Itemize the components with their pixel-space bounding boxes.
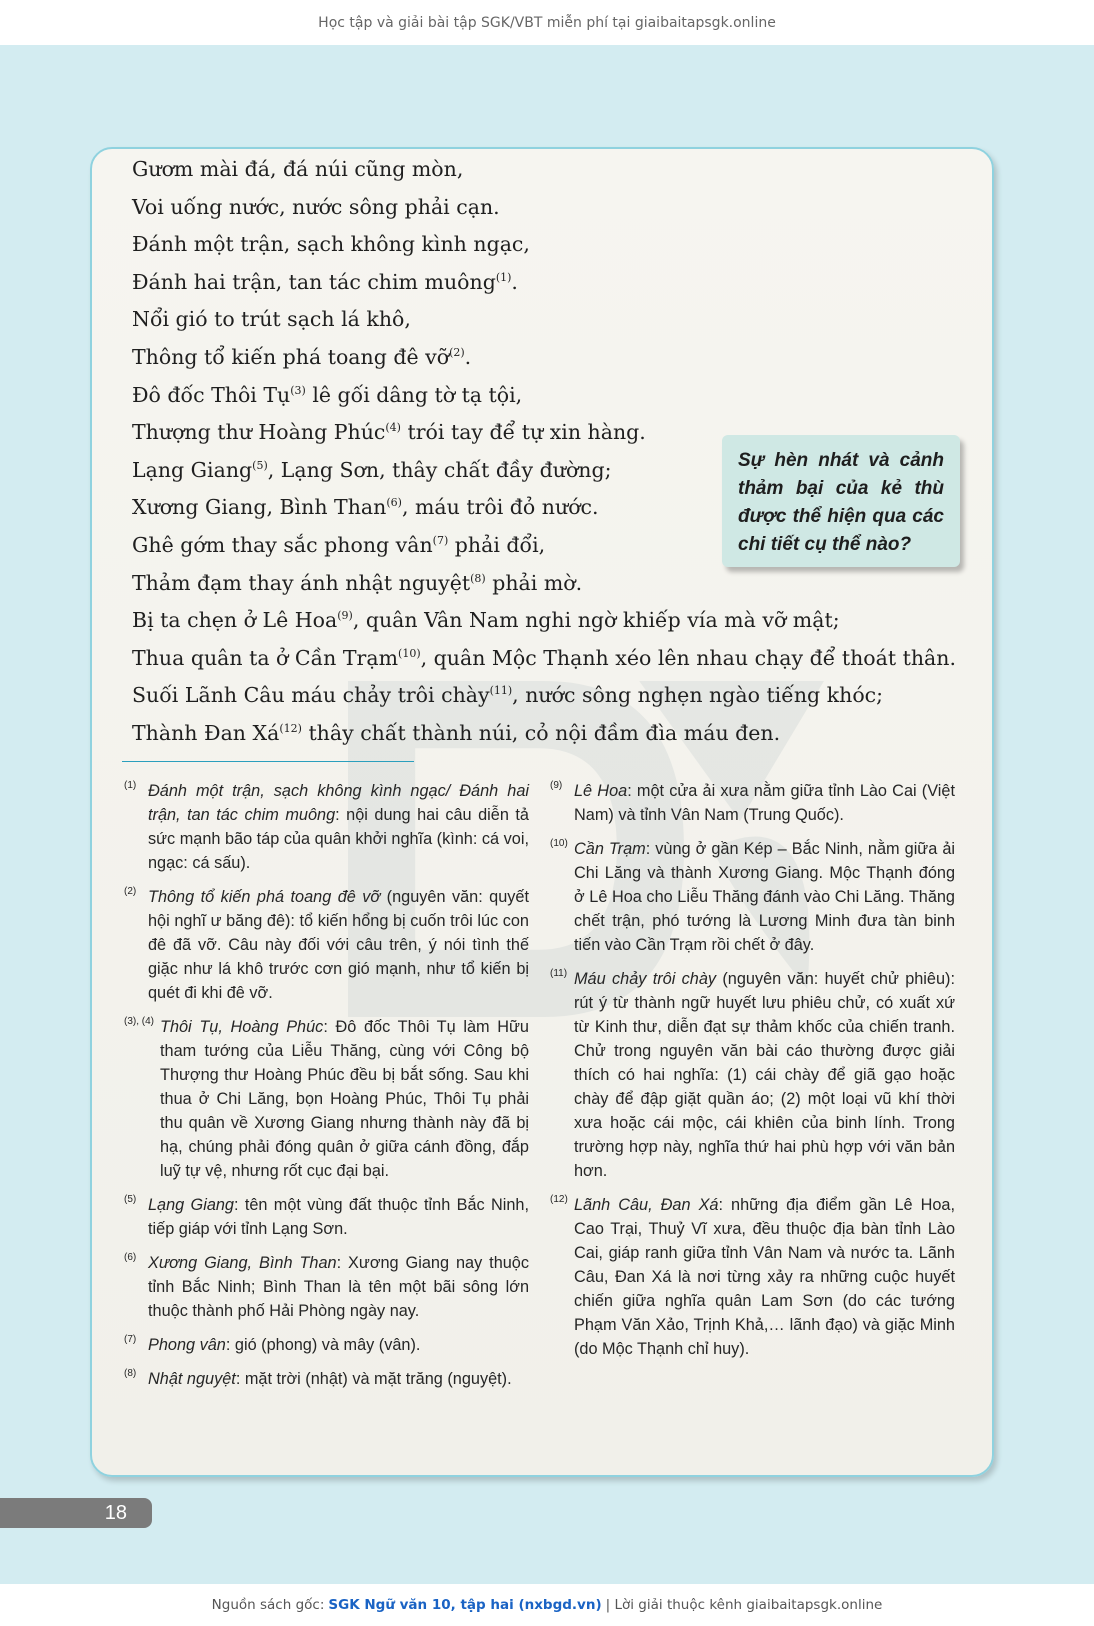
- footnote-marker: (9): [337, 609, 353, 623]
- poem-line-text: Thua quân ta ở Cần Trạm: [132, 645, 399, 670]
- footnote-body: : tên một vùng đất thuộc tỉnh Bắc Ninh, tiếp giáp với tỉnh Lạng Sơn.: [148, 1196, 529, 1238]
- footnote-term: Phong vân: [148, 1336, 226, 1354]
- poem-line-rest: .: [511, 269, 518, 294]
- footnote-body: : gió (phong) và mây (vân).: [225, 1336, 421, 1354]
- poem-line-rest: thây chất thành núi, cỏ nội đầm đìa máu đen.: [301, 720, 781, 745]
- top-banner-text: Học tập và giải bài tập SGK/VBT miễn phí tại giaibaitapsgk.online: [318, 14, 776, 31]
- footnote-term: Máu chảy trôi chày: [574, 970, 717, 988]
- footnote-term: Lãnh Câu, Đan Xá: [574, 1196, 719, 1214]
- footnote-term: Thôi Tụ, Hoàng Phúc: [160, 1018, 324, 1036]
- poem-line-text: Nổi gió to trút sạch lá khô,: [132, 307, 411, 332]
- footnote-marker: (5): [252, 458, 268, 472]
- poem-line: [132, 189, 956, 227]
- poem-line-text: Ghê gớm thay sắc phong vân: [132, 532, 433, 557]
- footnote-marker: (7): [432, 533, 449, 547]
- poem-line: [132, 715, 956, 753]
- footnote: [550, 837, 955, 957]
- footnote-body: : một cửa ải xưa nằm giữa tỉnh Lào Cai (Việt Nam) và tỉnh Vân Nam (Trung Quốc).: [574, 782, 955, 824]
- poem-line: [132, 602, 956, 640]
- footnote-divider: [122, 761, 414, 762]
- poem-line: [132, 377, 956, 415]
- footnote-term: Lạng Giang: [148, 1196, 234, 1214]
- footnote-marker: (1): [495, 270, 512, 284]
- poem-line-rest: lê gối dâng tờ tạ tội,: [305, 382, 523, 407]
- content-panel: [90, 147, 994, 1477]
- footnote-number: (7): [124, 1334, 137, 1345]
- footnote-marker: (3): [290, 383, 306, 397]
- page-number: 18: [104, 1501, 127, 1524]
- footnote-number: (1): [124, 780, 137, 791]
- poem-line-rest: , quân Vân Nam nghi ngờ khiếp vía mà vỡ mật;: [352, 608, 840, 633]
- footnote-body: : mặt trời (nhật) và mặt trăng (nguyệt).: [235, 1370, 512, 1388]
- footnote-marker: (4): [385, 421, 401, 435]
- footnote-body: : Đô đốc Thôi Tụ làm Hữu tham tướng của Liễu Thăng, cùng với Công bộ Thượng thư Hoàng Phúc đều bị bắt sống. Sau khi thua ở Chi Lăng, bọn Hoàng Phúc, Thôi Tụ phải thu quân về Xương Giang nhưng thành này đã bị hạ, chúng phải đóng quân ở giữa cánh đồng, đắp luỹ tự vệ, nhưng rốt cục đại bại.: [160, 1018, 529, 1180]
- footer-suffix: | Lời giải thuộc kênh giaibaitapsgk.online: [605, 1597, 883, 1613]
- footnote-marker: (2): [449, 345, 465, 359]
- footnotes-right-column: [550, 779, 955, 1371]
- footnote-number: (10): [550, 838, 568, 849]
- top-banner: [0, 0, 1094, 45]
- footnote-term: Thông tổ kiến phá toang đê vỡ: [148, 888, 381, 906]
- footnote-term: Nhật nguyệt: [148, 1370, 236, 1388]
- poem-line-text: Gươm mài đá, đá núi cũng mòn,: [132, 157, 464, 181]
- footnote-number: (8): [124, 1368, 137, 1379]
- footnote: [550, 779, 955, 827]
- footnote-number: (9): [550, 780, 563, 791]
- poem-line-text: Bị ta chẹn ở Lê Hoa: [132, 608, 338, 633]
- footnote-body: : vùng ở gần Kép – Bắc Ninh, nằm giữa ải Chi Lăng và thành Xương Giang. Mộc Thạnh đóng ở Lê Hoa cho Liễu Thăng đánh vào Chi Lăng. Thăng chết trận, phó tướng là Lương Minh đưa tàn binh tiến vào Cần Trạm rồi chết ở đây.: [574, 840, 955, 954]
- footer-prefix: Nguồn sách gốc:: [211, 1597, 325, 1613]
- footnote: [124, 1333, 529, 1357]
- poem-line-text: Đánh hai trận, tan tác chim muông: [132, 269, 496, 294]
- poem-line-rest: .: [464, 344, 472, 369]
- footnote: [124, 885, 529, 1005]
- poem-line-rest: phải đổi,: [448, 532, 546, 557]
- bottom-banner: [0, 1584, 1094, 1626]
- poem-line: [132, 301, 956, 339]
- poem-line-text: Suối Lãnh Câu máu chảy trôi chày: [132, 683, 490, 708]
- footer-source-link[interactable]: SGK Ngữ văn 10, tập hai (nxbgd.vn): [328, 1597, 602, 1613]
- poem-line: [132, 565, 956, 603]
- footnote-number: (11): [550, 968, 568, 979]
- poem-line-text: Đánh một trận, sạch không kình ngạc,: [132, 232, 530, 257]
- footnote-number: (5): [124, 1194, 137, 1205]
- poem-line-text: Xương Giang, Bình Than: [132, 495, 387, 520]
- footnote-term: Đánh một trận, sạch không kình ngạc/ Đánh hai trận, tan tác chim muông: [148, 782, 529, 824]
- footnote-marker: (8): [470, 571, 486, 585]
- poem-line-rest: , quân Mộc Thạnh xéo lên nhau chạy để thoát thân.: [420, 645, 956, 670]
- footnote: [550, 1193, 955, 1361]
- footnote: [124, 1367, 529, 1391]
- footnotes-left-column: [124, 779, 529, 1401]
- footnote: [124, 1251, 529, 1323]
- poem-line-rest: , máu trôi đỏ nước.: [401, 495, 599, 520]
- footnote-body: (nguyên văn: huyết chử phiêu): rút ý từ thành ngữ huyết lưu phiêu chử, có xuất xứ từ Kinh thư, diễn đạt sự thảm khốc của chiến tranh. Chử trong nguyên văn bài cáo thường được giải thích có hai nghĩa: (1) cái chày để giã gạo hoặc chày để đập giặt quần áo; (2) một loại vũ khí thời xưa hoặc cái mộc, cái khiên của binh lính. Trong trường hợp này, nghĩa thứ hai phù hợp với văn bản hơn.: [574, 970, 955, 1180]
- poem-line-text: Thảm đạm thay ánh nhật nguyệt: [132, 570, 471, 595]
- poem-line-text: Thông tổ kiến phá toang đê vỡ: [132, 344, 450, 369]
- footnote-marker: (10): [398, 646, 421, 660]
- poem-line-rest: , nước sông nghẹn ngào tiếng khóc;: [512, 683, 884, 708]
- poem-line-rest: trói tay để tự xin hàng.: [400, 420, 646, 445]
- footnote-term: Cần Trạm: [574, 840, 646, 858]
- footnote-body: : Xương Giang nay thuộc tỉnh Bắc Ninh; Bình Than là tên một bãi sông lớn thuộc thành phố Hải Phòng ngày nay.: [148, 1254, 529, 1320]
- footnote-body: : nội dung hai câu diễn tả sức mạnh bão táp của quân khởi nghĩa (kình: cá voi, ngạc: cá sấu).: [148, 806, 529, 872]
- poem-line: [132, 151, 956, 189]
- footnote-number: (12): [550, 1194, 568, 1205]
- page-number-tab: [0, 1498, 152, 1528]
- footnote-number: (6): [124, 1252, 137, 1263]
- footnote-marker: (11): [489, 684, 513, 698]
- poem-line: [132, 640, 956, 678]
- footnote-term: Xương Giang, Bình Than: [148, 1254, 337, 1272]
- poem-line: [132, 339, 956, 377]
- poem-line-text: Voi uống nước, nước sông phải cạn.: [132, 194, 500, 219]
- footnote-body: (nguyên văn: quyết hội nghĩ ư băng đê): tổ kiến hổng bị cuốn trôi lúc con đê đã vỡ. Câu này đối với câu trên, ý nói tình thế giặc như lá khô trước cơn gió mạnh, như tổ kiến bị quét đi khi đê vỡ.: [148, 888, 529, 1002]
- poem-line-rest: , Lạng Sơn, thây chất đầy đường;: [267, 457, 612, 482]
- footnote-body: : những địa điểm gần Lê Hoa, Cao Trại, Thuỷ Vĩ xưa, đều thuộc địa bàn tỉnh Lào Cai, giáp ranh giữa tỉnh Vân Nam và nước ta. Lãnh Câu, Đan Xá là nơi từng xảy ra những cuộc huyết chiến giữa nghĩa quân Lam Sơn (do các tướng Phạm Văn Xảo, Trịnh Khả,… lãnh đạo) và giặc Minh (do Mộc Thạnh chỉ huy).: [574, 1196, 955, 1358]
- footnote: [550, 967, 955, 1183]
- poem-line-text: Đô đốc Thôi Tụ: [132, 382, 291, 407]
- footnote-number: (2): [124, 886, 137, 897]
- footnote: [124, 779, 529, 875]
- footnote: [124, 1193, 529, 1241]
- footnote-marker: (12): [279, 721, 302, 735]
- poem-line-text: Lạng Giang: [132, 457, 253, 482]
- poem-line-rest: phải mờ.: [485, 570, 583, 595]
- poem-line: [132, 264, 956, 302]
- footnote-marker: (6): [386, 496, 402, 510]
- poem-line-text: Thượng thư Hoàng Phúc: [132, 420, 386, 445]
- footnote-number: (3), (4): [124, 1016, 154, 1027]
- poem-line: [132, 226, 956, 264]
- poem-line: [132, 677, 956, 715]
- question-text: Sự hèn nhát và cảnh thảm bại của kẻ thù được thể hiện qua các chi tiết cụ thể nào?: [738, 450, 944, 555]
- footnote-term: Lê Hoa: [574, 782, 628, 800]
- question-callout: [722, 435, 960, 567]
- footnote: [124, 1015, 529, 1183]
- poem-line-text: Thành Đan Xá: [132, 720, 280, 745]
